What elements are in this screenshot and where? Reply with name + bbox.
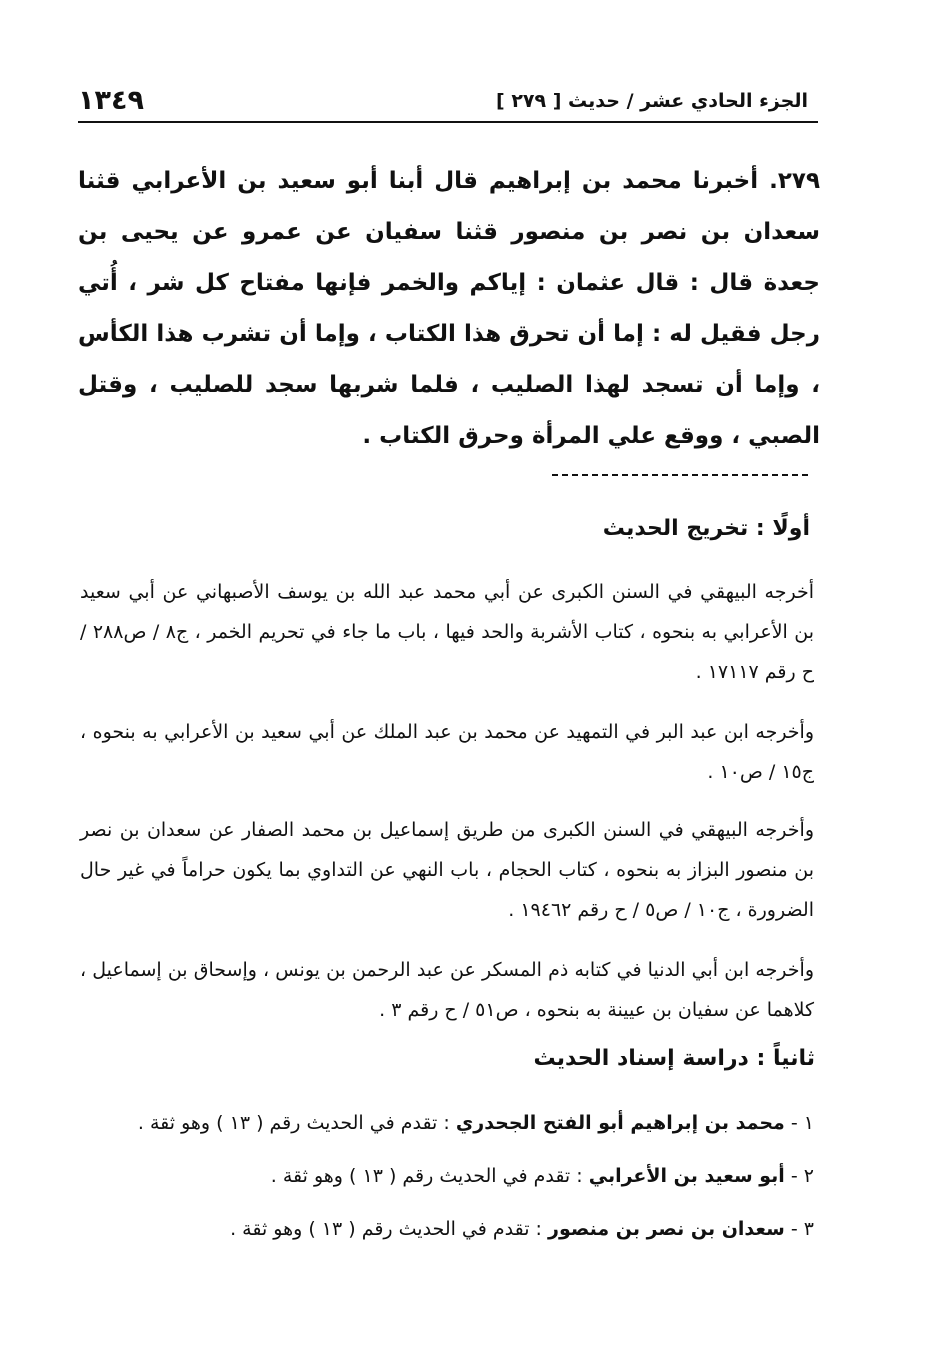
narrator-number: ٢ - [790,1165,814,1187]
narrator-note: : تقدم في الحديث رقم ( ١٣ ) وهو ثقة . [137,1112,450,1134]
page-number: ١٣٤٩ [78,85,144,116]
header-rule [78,121,818,123]
narrator-note: : تقدم في الحديث رقم ( ١٣ ) وهو ثقة . [230,1218,542,1240]
running-head: الجزء الحادي عشر / حديث [ ٢٧٩ ] [496,90,808,112]
takhrij-paragraph: وأخرجه ابن عبد البر في التمهيد عن محمد بن عبد الملك عن أبي سعيد بن الأعرابي به بنحوه ، ج١٥ / ص١٠ . [80,721,814,783]
hadith-body: أخبرنا محمد بن إبراهيم قال أبنا أبو سعيد بن الأعرابي قثنا سعدان بن نصر بن منصور قثنا سفيان عن عمرو عن يحيى بن جعدة قال : قال عثمان : إياكم والخمر فإنها مفتاح كل شر ، أُتي رجل فقيل له : إما أن تحرق هذا الكتاب ، وإما أن تشرب هذا الكأس ، وإما أن تسجد لهذا الصليب ، فلما شربها سجد للصليب ، وقتل الصبي ، ووقع علي المرأة وحرق الكتاب . [78,168,820,449]
narrator-name: محمد بن إبراهيم أبو الفتح الجحدري [455,1112,785,1134]
dashed-separator [552,474,808,476]
section-heading-isnad: ثانياً : دراسة إسناد الحديث [533,1046,815,1071]
narrator-name: سعدان بن نصر بن منصور [548,1218,785,1240]
section-heading-takhrij: أولًا : تخريج الحديث [602,516,810,541]
narrator-note: : تقدم في الحديث رقم ( ١٣ ) وهو ثقة . [270,1165,583,1187]
narrator-number: ١ - [790,1112,814,1134]
page-header [78,70,818,120]
narrator-name: أبو سعيد بن الأعرابي [588,1165,785,1187]
hadith-text [78,156,820,462]
takhrij-paragraph: وأخرجه البيهقي في السنن الكبرى من طريق إسماعيل بن محمد الصفار عن سعدان بن نصر بن منصور البزاز به بنحوه ، كتاب الحجام ، باب النهي عن التداوي بما يكون حراماً في غير حال الضرورة ، ج١٠ / ص٥ / ح رقم ١٩٤٦٢ . [80,819,814,921]
hadith-number: ٢٧٩. [769,168,820,194]
narrator-number: ٣ - [790,1218,814,1240]
narrator-item [80,1214,814,1244]
takhrij-paragraph: وأخرجه ابن أبي الدنيا في كتابه ذم المسكر عن عبد الرحمن بن يونس ، وإسحاق بن إسماعيل ، كلاهما عن سفيان بن عيينة به بنحوه ، ص٥١ / ح رقم ٣ . [80,959,814,1021]
narrator-item [80,1161,814,1191]
narrator-item [80,1108,814,1138]
takhrij-paragraph: أخرجه البيهقي في السنن الكبرى عن أبي محمد عبد الله بن يوسف الأصبهاني عن أبي سعيد بن الأعرابي به بنحوه ، كتاب الأشربة والحد فيها ، باب ما جاء في تحريم الخمر ، ج٨ / ص٢٨٨ / ح رقم ١٧١١٧ . [80,581,814,683]
